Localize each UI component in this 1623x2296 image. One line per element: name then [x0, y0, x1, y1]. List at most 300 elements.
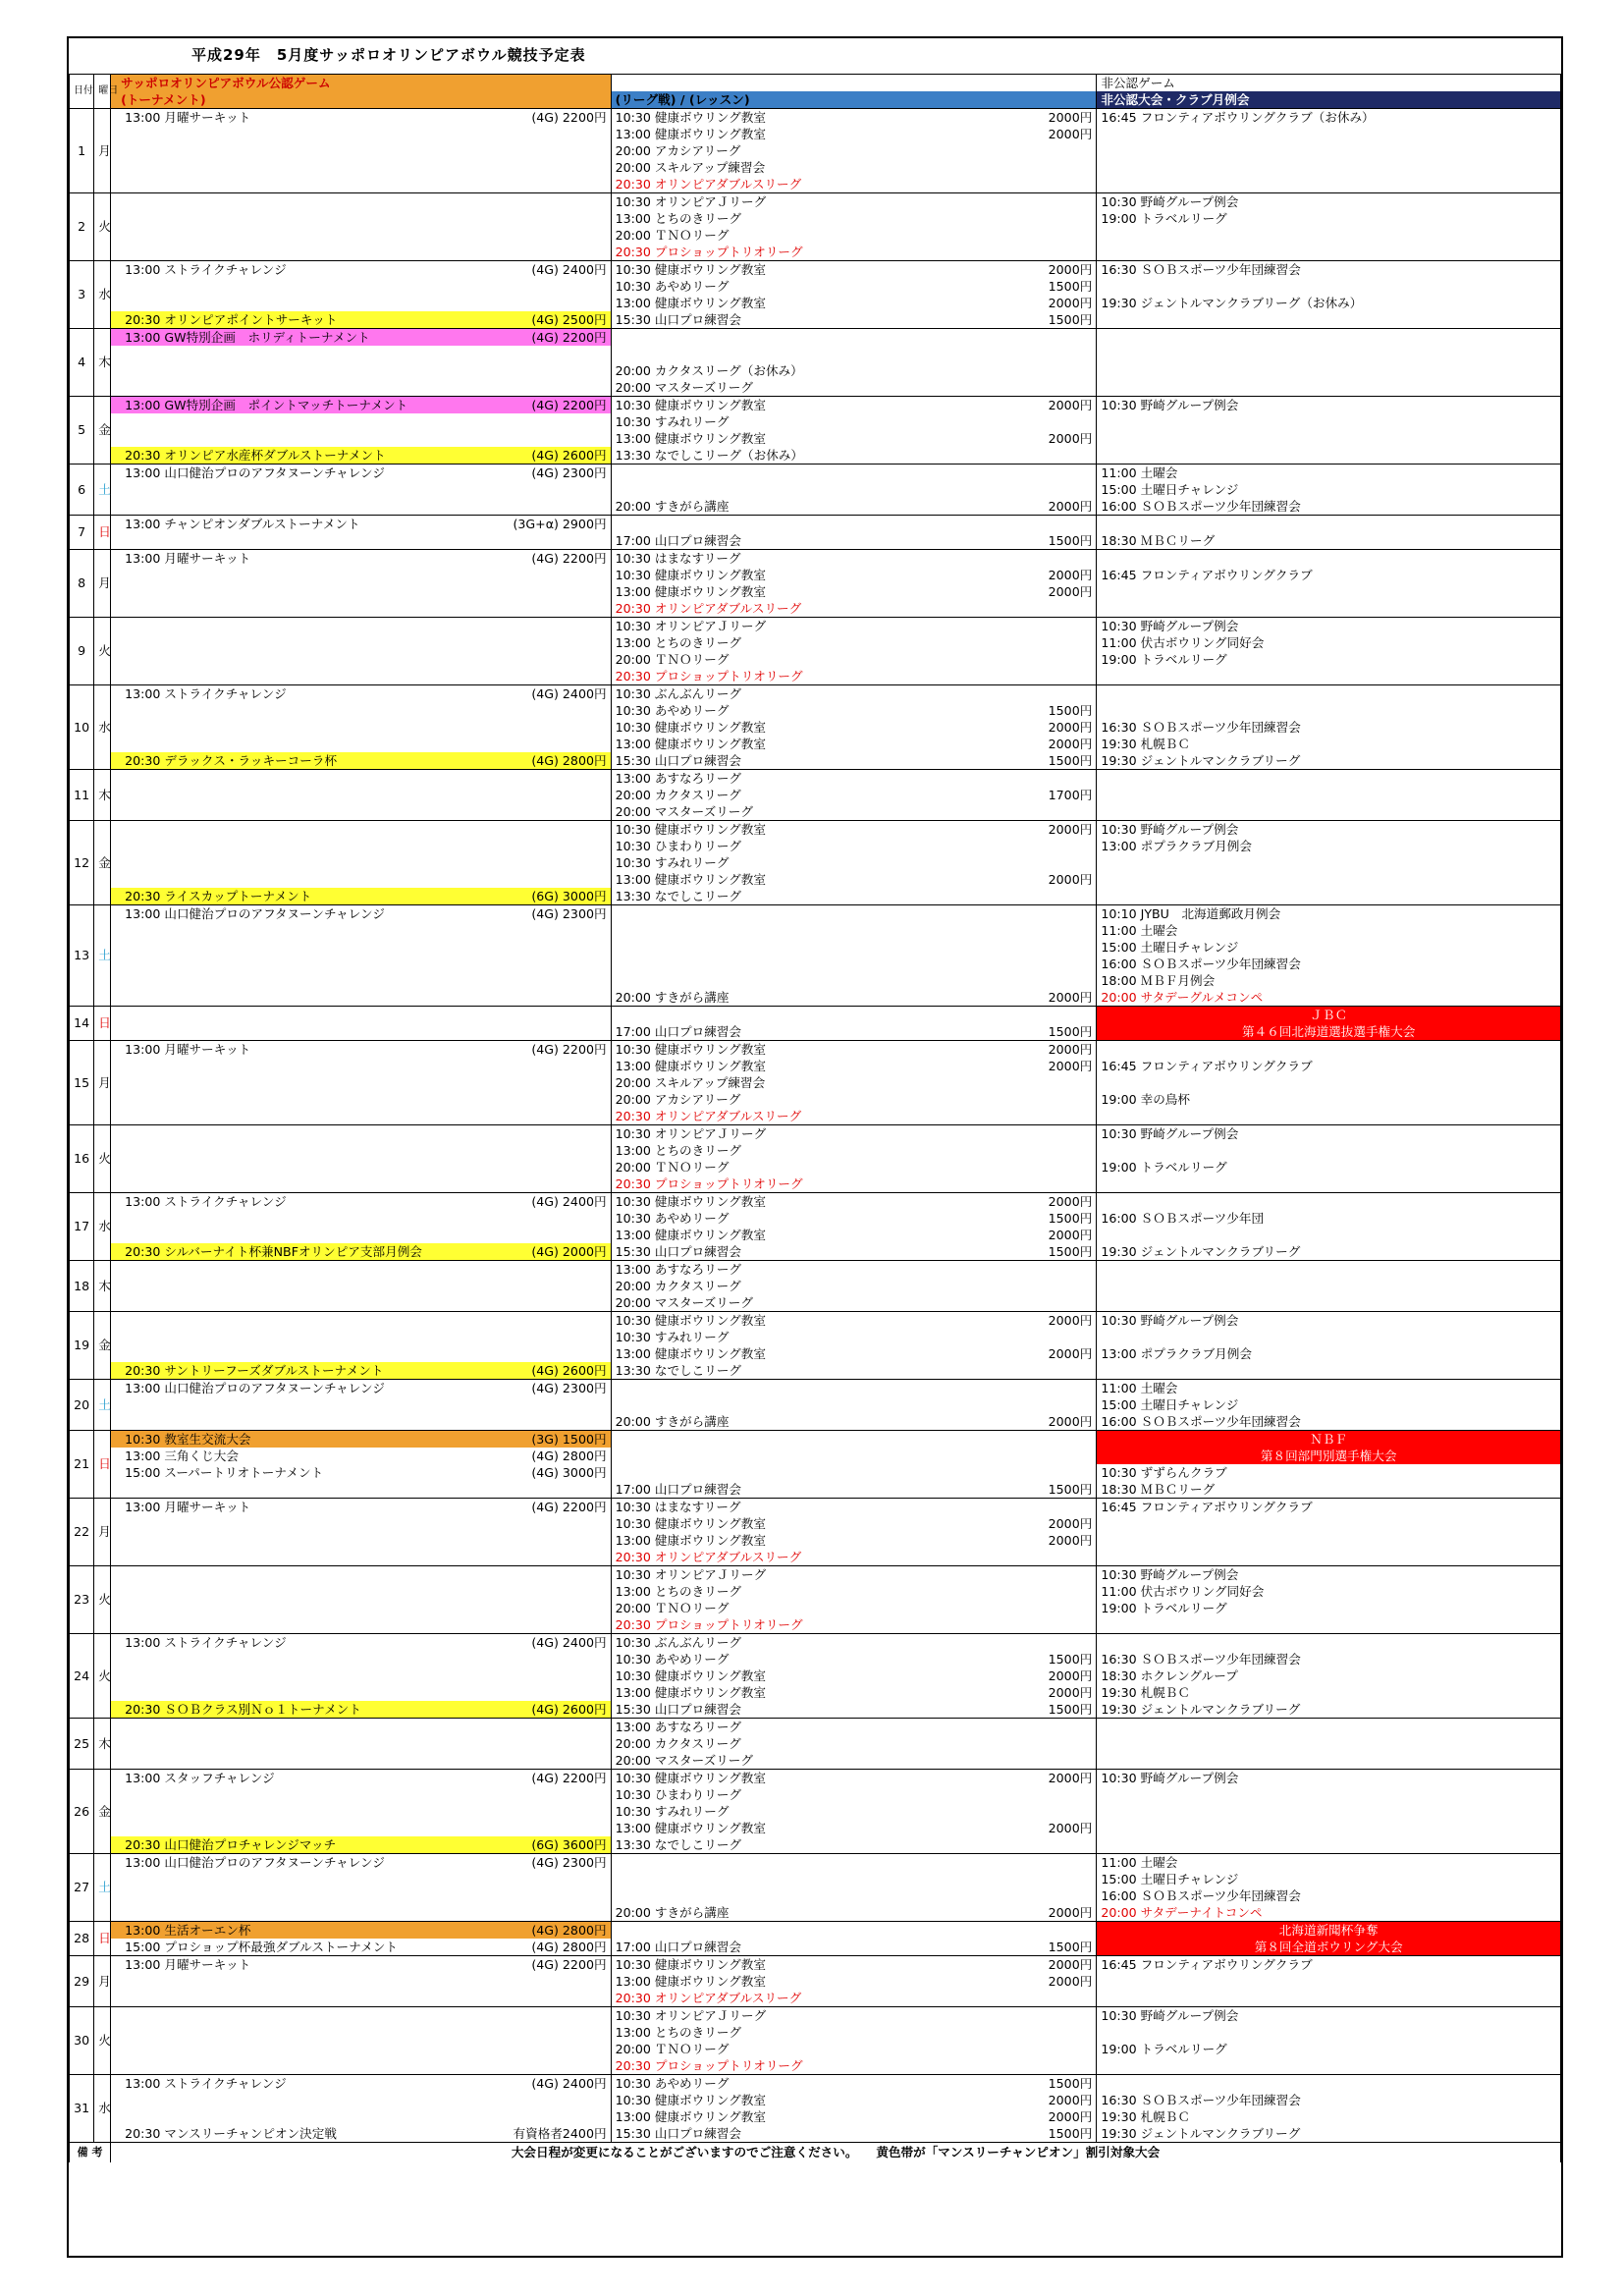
league-name: 10:30 健康ボウリング教室: [615, 109, 766, 125]
league-fee: [1086, 143, 1092, 159]
official-tournament-cell: [111, 1887, 611, 1904]
league-name: 10:30 健康ボウリング教室: [615, 1956, 766, 1972]
day-weekday: 金: [94, 1312, 111, 1380]
league-lesson-cell: [611, 193, 1097, 211]
table-row: [70, 871, 1561, 888]
league-fee: 2000円: [1048, 583, 1093, 599]
league-lesson-cell: [611, 109, 1097, 127]
official-tournament-cell: [111, 939, 611, 956]
table-row: [70, 109, 1561, 127]
official-tournament-cell: [111, 1854, 611, 1872]
event-fee: (4G) 2400円: [531, 685, 607, 701]
official-tournament-cell: [111, 1243, 611, 1261]
league-lesson-cell: [611, 1820, 1097, 1836]
league-fee: 1500円: [1048, 1243, 1093, 1259]
event-fee: (4G) 2300円: [531, 1854, 607, 1870]
club-event-cell: 10:30 野崎グループ例会: [1097, 821, 1561, 839]
league-fee: 2000円: [1048, 1684, 1093, 1700]
league-lesson-cell: [611, 2007, 1097, 2025]
league-fee: 2000円: [1048, 821, 1093, 837]
league-lesson-cell: [611, 126, 1097, 142]
footer-label: 備 考: [70, 2143, 111, 2163]
table-row: [70, 1803, 1561, 1820]
table-row: [70, 1125, 1561, 1143]
day-weekday: 木: [94, 770, 111, 821]
event-fee: (6G) 3600円: [531, 1836, 607, 1852]
club-event-cell: [1097, 1193, 1561, 1211]
league-lesson-cell: [611, 1752, 1097, 1770]
league-lesson-cell: [611, 1973, 1097, 1990]
club-event-cell: [1097, 176, 1561, 193]
league-name: 20:00 マスターズリーグ: [615, 379, 753, 395]
league-name: 20:00 アカシアリーグ: [615, 1091, 741, 1107]
league-lesson-cell: [611, 210, 1097, 227]
official-tournament-cell: [111, 447, 611, 465]
league-lesson-cell: [611, 821, 1097, 839]
club-event-cell: [1097, 159, 1561, 176]
club-event-cell: 19:30 ジェントルマンクラブリーグ: [1097, 1243, 1561, 1261]
official-tournament-cell: [111, 956, 611, 972]
league-fee: 2000円: [1048, 1413, 1093, 1429]
club-event-cell: [1097, 2024, 1561, 2041]
table-row: [70, 838, 1561, 854]
official-tournament-cell: [111, 1820, 611, 1836]
event-fee: (4G) 2200円: [531, 397, 607, 412]
league-fee: [1086, 2025, 1092, 2041]
day-weekday: 月: [94, 109, 111, 193]
league-name: 10:30 あやめリーグ: [615, 2075, 730, 2091]
official-tournament-cell: [111, 1193, 611, 1211]
league-name: 20:00 アカシアリーグ: [615, 142, 741, 158]
official-tournament-cell: [111, 1448, 611, 1464]
club-event-cell: 10:30 野崎グループ例会: [1097, 1125, 1561, 1143]
day-weekday: 月: [94, 1499, 111, 1566]
league-name: 13:00 健康ボウリング教室: [615, 871, 766, 887]
event-name: 20:30 オリンピアポイントサーキット: [125, 311, 338, 327]
table-row: [70, 2108, 1561, 2125]
event-fee: (4G) 2300円: [531, 1380, 607, 1395]
event-name: 13:00 山口健治プロのアフタヌーンチャレンジ: [125, 1854, 385, 1870]
league-fee: [1086, 855, 1092, 871]
club-event-cell: 11:00 伏古ボウリング同好会: [1097, 634, 1561, 651]
league-fee: 1500円: [1048, 278, 1093, 294]
league-lesson-cell: [611, 939, 1097, 956]
table-row: [70, 1600, 1561, 1616]
official-tournament-cell: [111, 1362, 611, 1380]
official-tournament-cell: [111, 2024, 611, 2041]
event-name: 20:30 オリンピア水産杯ダブルストーナメント: [125, 447, 386, 463]
official-tournament-cell: [111, 1803, 611, 1820]
league-fee: 2000円: [1048, 2108, 1093, 2124]
league-name: 20:00 スキルアップ練習会: [615, 1074, 766, 1090]
league-lesson-cell: [611, 516, 1097, 533]
club-event-cell: 19:00 トラベルリーグ: [1097, 1600, 1561, 1616]
day-date: 30: [70, 2007, 94, 2075]
table-row: [70, 1261, 1561, 1279]
day-weekday: 日: [94, 516, 111, 550]
league-name: 20:30 プロショップトリオリーグ: [615, 668, 803, 683]
club-event-cell: 16:00 ＳＯＢスポーツ少年団練習会: [1097, 498, 1561, 516]
league-name: 20:30 オリンピアダブルスリーグ: [615, 176, 802, 191]
event-name: 13:00 GW特別企画 ポイントマッチトーナメント: [125, 397, 408, 412]
league-lesson-cell: [611, 142, 1097, 159]
table-row: [70, 685, 1561, 703]
page-title: 平成29年 5月度サッポロオリンピアボウル競技予定表: [191, 46, 586, 64]
table-row: [70, 1719, 1561, 1736]
table-row: [70, 498, 1561, 516]
table-row: [70, 379, 1561, 397]
event-fee: (4G) 2300円: [531, 465, 607, 480]
league-name: 10:30 健康ボウリング教室: [615, 1515, 766, 1531]
league-name: 10:30 すみれリーグ: [615, 854, 730, 870]
club-event-cell: [1097, 854, 1561, 871]
table-row: [70, 362, 1561, 379]
club-event-cell: [1097, 244, 1561, 261]
league-name: 20:00 カクタスリーグ: [615, 1735, 741, 1751]
league-lesson-cell: [611, 1159, 1097, 1175]
official-tournament-cell: [111, 311, 611, 329]
header-date: 日付: [70, 75, 94, 109]
official-tournament-cell: [111, 1990, 611, 2007]
club-event-cell: 10:30 野崎グループ例会: [1097, 1770, 1561, 1787]
table-row: [70, 821, 1561, 839]
league-lesson-cell: [611, 583, 1097, 600]
event-fee: (4G) 2600円: [531, 447, 607, 463]
official-tournament-cell: [111, 1091, 611, 1108]
table-row: [70, 939, 1561, 956]
club-event-cell: 20:00 サタデーナイトコンペ: [1097, 1904, 1561, 1922]
official-tournament-cell: [111, 1786, 611, 1803]
league-fee: 2000円: [1048, 261, 1093, 277]
table-row: [70, 2057, 1561, 2075]
table-row: [70, 346, 1561, 362]
table-row: [70, 719, 1561, 736]
table-row: [70, 1193, 1561, 1211]
league-name: 13:30 なでしこリーグ: [615, 1362, 742, 1378]
club-event-cell: 11:00 伏古ボウリング同好会: [1097, 1583, 1561, 1600]
league-fee: [1086, 414, 1092, 430]
league-name: 10:30 健康ボウリング教室: [615, 719, 766, 735]
table-row: [70, 1464, 1561, 1481]
day-date: 29: [70, 1956, 94, 2007]
league-name: 10:30 はまなすリーグ: [615, 1499, 741, 1514]
event-fee: (4G) 2200円: [531, 1499, 607, 1514]
table-row: [70, 1887, 1561, 1904]
table-row: [70, 803, 1561, 821]
day-date: 28: [70, 1922, 94, 1956]
league-lesson-cell: [611, 668, 1097, 685]
league-name: 20:30 オリンピアダブルスリーグ: [615, 600, 802, 616]
official-tournament-cell: [111, 176, 611, 193]
day-date: 14: [70, 1007, 94, 1041]
league-fee: 2000円: [1048, 1667, 1093, 1683]
table-row: [70, 2024, 1561, 2041]
table-row: [70, 430, 1561, 447]
league-name: 10:30 健康ボウリング教室: [615, 1041, 766, 1057]
club-event-cell: [1097, 1041, 1561, 1059]
league-lesson-cell: [611, 1362, 1097, 1380]
event-fee: 有資格者2400円: [513, 2125, 607, 2141]
table-row: [70, 600, 1561, 618]
official-tournament-cell: [111, 244, 611, 261]
club-event-cell: 10:30 野崎グループ例会: [1097, 193, 1561, 211]
table-row: [70, 1431, 1561, 1449]
table-row: [70, 1243, 1561, 1261]
day-date: 27: [70, 1854, 94, 1922]
table-row: [70, 905, 1561, 923]
club-event-cell: 11:00 土曜会: [1097, 1854, 1561, 1872]
league-fee: [1086, 380, 1092, 396]
league-name: 13:00 とちのきリーグ: [615, 1583, 742, 1599]
league-lesson-cell: [611, 1701, 1097, 1719]
league-fee: [1086, 1991, 1092, 2006]
league-name: 17:00 山口プロ練習会: [615, 532, 742, 548]
header-dow: 曜日: [94, 75, 111, 109]
table-row: [70, 736, 1561, 752]
event-name: 20:30 サントリーフーズダブルストーナメント: [125, 1362, 384, 1378]
league-name: 10:30 あやめリーグ: [615, 702, 730, 718]
league-fee: 2000円: [1048, 1770, 1093, 1785]
league-fee: 1500円: [1048, 1651, 1093, 1667]
official-tournament-cell: [111, 634, 611, 651]
league-fee: [1086, 1143, 1092, 1159]
league-fee: 2000円: [1048, 871, 1093, 887]
league-fee: [1086, 635, 1092, 651]
league-name: 20:30 オリンピアダブルスリーグ: [615, 1549, 802, 1564]
league-name: 10:30 オリンピアＪリーグ: [615, 2007, 767, 2023]
header-unofficial-games: 非公認ゲーム: [1097, 75, 1561, 92]
day-weekday: 水: [94, 685, 111, 770]
league-lesson-cell: [611, 1041, 1097, 1059]
club-event-cell: 11:00 土曜会: [1097, 465, 1561, 482]
day-weekday: 日: [94, 1431, 111, 1499]
header-tournament: (トーナメント): [111, 91, 611, 109]
event-fee: (4G) 2400円: [531, 261, 607, 277]
official-tournament-cell: [111, 1175, 611, 1193]
event-fee: (4G) 2800円: [531, 1939, 607, 1954]
official-tournament-cell: [111, 854, 611, 871]
table-row: [70, 227, 1561, 244]
table-row: [70, 956, 1561, 972]
official-tournament-cell: [111, 1074, 611, 1091]
league-lesson-cell: [611, 1091, 1097, 1108]
league-lesson-cell: [611, 736, 1097, 752]
league-lesson-cell: [611, 1007, 1097, 1024]
league-name: 10:30 はまなすリーグ: [615, 550, 741, 566]
day-date: 5: [70, 397, 94, 465]
table-row: [70, 989, 1561, 1007]
official-tournament-cell: [111, 583, 611, 600]
day-date: 1: [70, 109, 94, 193]
official-tournament-cell: [111, 1904, 611, 1922]
official-tournament-cell: [111, 1329, 611, 1345]
official-tournament-cell: [111, 1871, 611, 1887]
league-lesson-cell: [611, 989, 1097, 1007]
event-name: 20:30 シルバーナイト杯兼NBFオリンピア支部月例会: [125, 1243, 422, 1259]
league-name: 10:30 ぶんぶんリーグ: [615, 1634, 742, 1650]
official-tournament-cell: [111, 702, 611, 719]
league-lesson-cell: [611, 787, 1097, 803]
league-lesson-cell: [611, 1431, 1097, 1449]
club-event-cell: 16:45 フロンティアボウリングクラブ: [1097, 567, 1561, 583]
league-fee: 2000円: [1048, 397, 1093, 412]
league-lesson-cell: [611, 1074, 1097, 1091]
day-weekday: 火: [94, 2007, 111, 2075]
league-fee: [1086, 1617, 1092, 1633]
league-fee: [1086, 1330, 1092, 1345]
club-event-cell: [1097, 702, 1561, 719]
league-fee: [1086, 601, 1092, 617]
official-tournament-cell: [111, 1684, 611, 1701]
league-name: 13:00 健康ボウリング教室: [615, 1684, 766, 1700]
table-row: [70, 244, 1561, 261]
club-event-cell: [1097, 346, 1561, 362]
official-tournament-cell: [111, 1922, 611, 1940]
league-lesson-cell: [611, 1939, 1097, 1956]
league-name: 17:00 山口プロ練習会: [615, 1481, 742, 1497]
official-tournament-cell: [111, 1701, 611, 1719]
official-tournament-cell: [111, 397, 611, 414]
club-event-cell: 19:00 幸の鳥杯: [1097, 1091, 1561, 1108]
league-lesson-cell: [611, 397, 1097, 414]
club-event-cell: 19:30 札幌ＢＣ: [1097, 1684, 1561, 1701]
league-lesson-cell: [611, 1566, 1097, 1584]
official-tournament-cell: [111, 888, 611, 905]
league-fee: [1086, 1262, 1092, 1278]
league-fee: [1086, 1804, 1092, 1820]
league-name: 20:30 オリンピアダブルスリーグ: [615, 1108, 802, 1123]
league-lesson-cell: [611, 498, 1097, 516]
league-lesson-cell: [611, 972, 1097, 989]
club-event-cell: 19:30 ジェントルマンクラブリーグ（お休み）: [1097, 295, 1561, 311]
table-row: [70, 770, 1561, 788]
league-lesson-cell: [611, 838, 1097, 854]
official-tournament-cell: [111, 1125, 611, 1143]
table-row: [70, 465, 1561, 482]
league-name: 20:00 カクタスリーグ: [615, 1278, 741, 1293]
event-name: 13:00 山口健治プロのアフタヌーンチャレンジ: [125, 1380, 385, 1395]
table-row: [70, 1175, 1561, 1193]
official-tournament-cell: [111, 481, 611, 498]
official-tournament-cell: [111, 278, 611, 295]
event-fee: (4G) 2200円: [531, 550, 607, 566]
official-tournament-cell: [111, 346, 611, 362]
league-name: 20:00 ＴＮＯリーグ: [615, 2041, 730, 2056]
club-event-cell: [1097, 1549, 1561, 1566]
league-fee: 2000円: [1048, 1956, 1093, 1972]
club-event-cell: [1097, 1719, 1561, 1736]
official-tournament-cell: [111, 1770, 611, 1787]
club-event-cell: [1097, 362, 1561, 379]
table-row: [70, 1939, 1561, 1956]
club-event-cell: [1097, 413, 1561, 430]
club-event-cell: 16:30 ＳＯＢスポーツ少年団練習会: [1097, 1651, 1561, 1667]
table-row: [70, 2007, 1561, 2025]
league-lesson-cell: [611, 2041, 1097, 2057]
header-club-events: 非公認大会・クラブ月例会: [1097, 91, 1561, 109]
club-event-cell: 19:00 トラベルリーグ: [1097, 210, 1561, 227]
table-row: [70, 651, 1561, 668]
club-event-cell: ＮＢＦ: [1097, 1431, 1561, 1449]
club-event-cell: [1097, 1142, 1561, 1159]
league-fee: [1086, 1075, 1092, 1091]
league-name: 10:30 あやめリーグ: [615, 278, 730, 294]
event-fee: (4G) 2400円: [531, 1634, 607, 1650]
day-date: 2: [70, 193, 94, 261]
league-name: 13:00 あすなろリーグ: [615, 770, 742, 786]
league-lesson-cell: [611, 329, 1097, 347]
club-event-cell: [1097, 278, 1561, 295]
table-row: [70, 210, 1561, 227]
official-tournament-cell: [111, 1210, 611, 1227]
club-event-cell: [1097, 1616, 1561, 1634]
league-name: 10:30 あやめリーグ: [615, 1210, 730, 1226]
league-fee: 1500円: [1048, 1210, 1093, 1226]
league-lesson-cell: [611, 618, 1097, 635]
table-row: [70, 972, 1561, 989]
table-row: [70, 278, 1561, 295]
event-fee: (4G) 2500円: [531, 311, 607, 327]
league-name: 15:30 山口プロ練習会: [615, 2125, 742, 2141]
club-event-cell: 18:30 ＭＢＣリーグ: [1097, 532, 1561, 550]
club-event-cell: [1097, 1752, 1561, 1770]
league-name: 13:00 健康ボウリング教室: [615, 1532, 766, 1548]
league-name: 10:30 健康ボウリング教室: [615, 261, 766, 277]
table-row: [70, 1108, 1561, 1125]
official-tournament-cell: [111, 2075, 611, 2093]
league-lesson-cell: [611, 854, 1097, 871]
table-row: [70, 1956, 1561, 1974]
table-row: [70, 702, 1561, 719]
event-fee: (3G) 1500円: [531, 1431, 607, 1447]
club-event-cell: [1097, 1820, 1561, 1836]
league-fee: [1086, 363, 1092, 379]
day-date: 6: [70, 465, 94, 516]
official-tournament-cell: [111, 922, 611, 939]
day-weekday: 日: [94, 1922, 111, 1956]
official-tournament-cell: [111, 803, 611, 821]
table-row: [70, 1058, 1561, 1074]
league-lesson-cell: [611, 362, 1097, 379]
table-row: [70, 413, 1561, 430]
table-row: [70, 854, 1561, 871]
club-event-cell: 19:00 トラベルリーグ: [1097, 1159, 1561, 1175]
table-row: [70, 618, 1561, 635]
league-name: 13:00 健康ボウリング教室: [615, 736, 766, 751]
league-lesson-cell: [611, 1227, 1097, 1243]
club-event-cell: [1097, 516, 1561, 533]
table-row: [70, 295, 1561, 311]
official-tournament-cell: [111, 532, 611, 550]
event-name: 13:00 ストライクチャレンジ: [125, 2075, 287, 2091]
league-lesson-cell: [611, 1616, 1097, 1634]
official-tournament-cell: [111, 1549, 611, 1566]
league-fee: [1086, 1584, 1092, 1600]
league-name: 13:00 あすなろリーグ: [615, 1719, 742, 1734]
table-row: [70, 1499, 1561, 1516]
league-name: 20:00 ＴＮＯリーグ: [615, 1600, 730, 1615]
league-lesson-cell: [611, 532, 1097, 550]
league-fee: 2000円: [1048, 1515, 1093, 1531]
league-lesson-cell: [611, 278, 1097, 295]
league-lesson-cell: [611, 1125, 1097, 1143]
league-lesson-cell: [611, 1142, 1097, 1159]
league-lesson-cell: [611, 1719, 1097, 1736]
league-name: 13:00 健康ボウリング教室: [615, 583, 766, 599]
league-fee: [1086, 551, 1092, 567]
table-row: [70, 1345, 1561, 1362]
event-name: 13:00 ストライクチャレンジ: [125, 261, 287, 277]
